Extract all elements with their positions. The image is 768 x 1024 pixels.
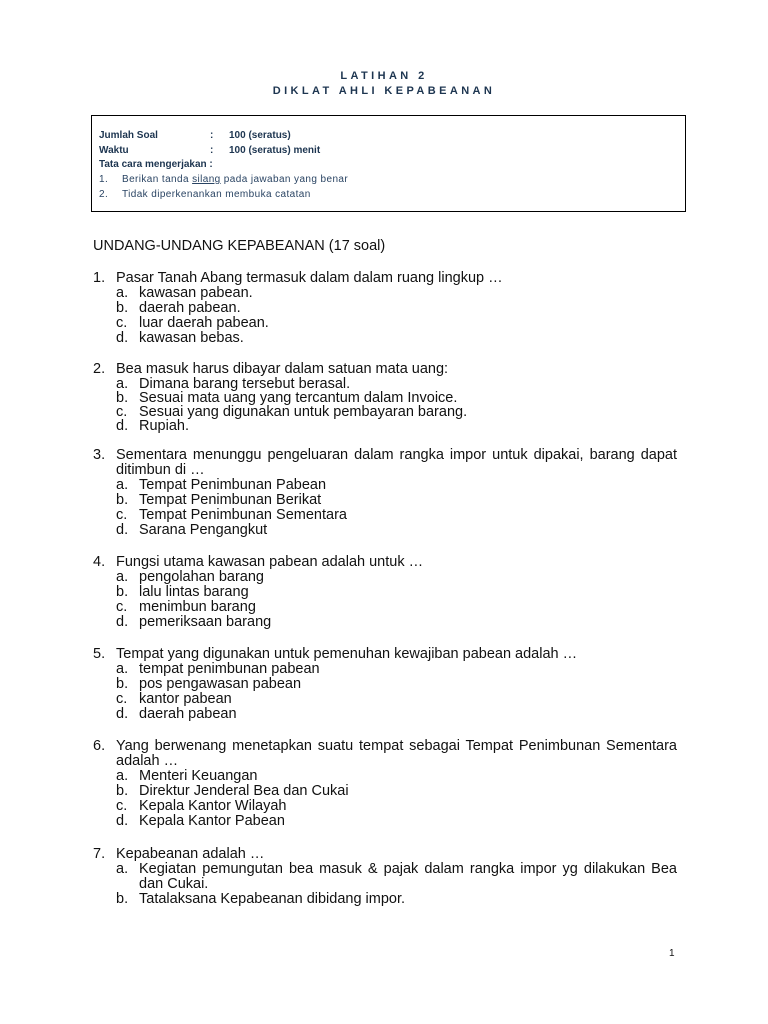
option-text: Sarana Pengangkut	[139, 522, 268, 538]
question-number: 7.	[93, 846, 106, 862]
option-text: Sesuai mata uang yang tercantum dalam Invoice.	[139, 390, 458, 406]
document-title: LATIHAN 2	[340, 70, 428, 82]
option-text: tempat penimbunan pabean	[139, 661, 320, 677]
answer-option[interactable]	[93, 662, 677, 677]
option-text: Kepala Kantor Wilayah	[139, 798, 287, 814]
info-label: Waktu	[99, 145, 129, 156]
answer-option[interactable]	[93, 523, 677, 538]
option-letter: a.	[116, 376, 129, 392]
option-text: Menteri Keuangan	[139, 768, 258, 784]
answer-option[interactable]	[93, 814, 677, 829]
answer-option[interactable]	[93, 615, 677, 630]
option-text: Tempat Penimbunan Sementara	[139, 507, 347, 523]
option-letter: d.	[116, 418, 129, 434]
answer-option[interactable]	[93, 769, 677, 784]
option-letter: a.	[116, 477, 129, 493]
answer-option[interactable]	[93, 799, 677, 814]
question-5	[93, 647, 677, 722]
page-number: 1	[669, 948, 675, 959]
option-letter: b.	[116, 390, 129, 406]
option-text: daerah pabean	[139, 706, 237, 722]
info-colon: :	[210, 145, 214, 156]
question-number: 2.	[93, 361, 106, 377]
instruction-item	[99, 189, 311, 200]
option-text: kawasan bebas.	[139, 330, 244, 346]
option-text: pengolahan barang	[139, 569, 264, 585]
question-4	[93, 555, 677, 630]
question-6	[93, 739, 677, 829]
instructions-heading: Tata cara mengerjakan :	[99, 159, 213, 170]
option-letter: d.	[116, 614, 129, 630]
option-text: pemeriksaan barang	[139, 614, 272, 630]
question-1	[93, 271, 677, 346]
question-stem	[93, 847, 677, 862]
answer-option[interactable]	[93, 600, 677, 615]
question-number: 1.	[93, 270, 106, 286]
option-text: pos pengawasan pabean	[139, 676, 302, 692]
question-number: 3.	[93, 447, 106, 463]
answer-option[interactable]	[93, 377, 677, 391]
question-number: 6.	[93, 738, 106, 754]
instruction-number: 2.	[99, 189, 109, 200]
answer-option[interactable]	[93, 419, 677, 433]
question-text: Kepabeanan adalah …	[116, 846, 265, 862]
question-text: Fungsi utama kawasan pabean adalah untuk …	[116, 554, 424, 570]
question-number: 4.	[93, 554, 106, 570]
answer-option[interactable]	[93, 286, 677, 301]
question-text: Bea masuk harus dibayar dalam satuan mata uang:	[116, 361, 449, 377]
option-text: Rupiah.	[139, 418, 189, 434]
option-text: Tempat Penimbunan Pabean	[139, 477, 327, 493]
option-letter: d.	[116, 706, 129, 722]
option-letter: c.	[116, 315, 128, 331]
option-letter: d.	[116, 813, 129, 829]
option-text: lalu lintas barang	[139, 584, 249, 600]
option-text: Tatalaksana Kepabeanan dibidang impor.	[139, 891, 406, 907]
question-stem	[93, 362, 677, 377]
option-text: daerah pabean.	[139, 300, 241, 316]
option-text: Tempat Penimbunan Berikat	[139, 492, 322, 508]
info-value: 100 (seratus)	[229, 130, 291, 141]
question-text: Pasar Tanah Abang termasuk dalam dalam ruang lingkup …	[116, 270, 503, 286]
question-stem	[93, 448, 677, 478]
question-7	[93, 847, 677, 907]
instruction-item	[99, 174, 348, 185]
question-text: Tempat yang digunakan untuk pemenuhan kewajiban pabean adalah …	[116, 646, 578, 662]
document-subtitle: DIKLAT AHLI KEPABEANAN	[272, 85, 496, 97]
question-number: 5.	[93, 646, 106, 662]
option-letter: b.	[116, 891, 129, 907]
option-text: kawasan pabean.	[139, 285, 253, 301]
answer-option[interactable]	[93, 862, 677, 892]
option-text: kantor pabean	[139, 691, 232, 707]
answer-option[interactable]	[93, 585, 677, 600]
instruction-text-post: pada jawaban yang benar	[220, 174, 349, 185]
question-stem	[93, 647, 677, 662]
option-letter: c.	[116, 798, 128, 814]
info-label: Jumlah Soal	[99, 130, 158, 141]
option-letter: a.	[116, 569, 129, 585]
answer-option[interactable]	[93, 784, 677, 799]
exam-info-box	[91, 115, 686, 212]
option-letter: b.	[116, 300, 129, 316]
question-text: Yang berwenang menetapkan suatu tempat sebagai Tempat Penimbunan Sementara adalah …	[116, 738, 677, 769]
section-heading: UNDANG-UNDANG KEPABEANAN (17 soal)	[93, 238, 386, 254]
answer-option[interactable]	[93, 316, 677, 331]
option-letter: a.	[116, 661, 129, 677]
answer-option[interactable]	[93, 707, 677, 722]
info-row-time	[99, 145, 320, 156]
instruction-text-pre: Berikan tanda	[122, 174, 193, 185]
option-letter: a.	[116, 285, 129, 301]
question-2	[93, 362, 677, 433]
instruction-number: 1.	[99, 174, 109, 185]
question-stem	[93, 271, 677, 286]
option-text: Direktur Jenderal Bea dan Cukai	[139, 783, 349, 799]
option-letter: a.	[116, 861, 129, 877]
option-text: Kepala Kantor Pabean	[139, 813, 285, 829]
answer-option[interactable]	[93, 331, 677, 346]
option-letter: a.	[116, 768, 129, 784]
answer-option[interactable]	[93, 391, 677, 405]
info-row-question-count	[99, 130, 291, 141]
answer-option[interactable]	[93, 508, 677, 523]
option-text: luar daerah pabean.	[139, 315, 269, 331]
instruction-text-underlined: silang	[192, 174, 221, 185]
answer-option[interactable]	[93, 493, 677, 508]
question-3	[93, 448, 677, 538]
info-colon: :	[210, 130, 214, 141]
option-text: Dimana barang tersebut berasal.	[139, 376, 351, 392]
answer-option[interactable]	[93, 892, 677, 907]
option-letter: b.	[116, 783, 129, 799]
answer-option[interactable]	[93, 405, 677, 419]
option-letter: b.	[116, 584, 129, 600]
option-letter: c.	[116, 404, 128, 420]
option-letter: c.	[116, 691, 128, 707]
option-letter: b.	[116, 492, 129, 508]
answer-option[interactable]	[93, 692, 677, 707]
instruction-text: Tidak diperkenankan membuka catatan	[122, 189, 311, 200]
option-letter: d.	[116, 330, 129, 346]
question-stem	[93, 739, 677, 769]
answer-option[interactable]	[93, 677, 677, 692]
option-letter: c.	[116, 599, 128, 615]
answer-option[interactable]	[93, 301, 677, 316]
option-text: Sesuai yang digunakan untuk pembayaran barang.	[139, 404, 468, 420]
option-text: menimbun barang	[139, 599, 256, 615]
option-text: Kegiatan pemungutan bea masuk & pajak dalam rangka impor yg dilakukan Bea dan Cukai.	[139, 861, 677, 892]
option-letter: c.	[116, 507, 128, 523]
answer-option[interactable]	[93, 570, 677, 585]
option-letter: d.	[116, 522, 129, 538]
question-stem	[93, 555, 677, 570]
question-text: Sementara menunggu pengeluaran dalam rangka impor untuk dipakai, barang dapat ditimbun di …	[116, 447, 677, 478]
answer-option[interactable]	[93, 478, 677, 493]
info-value: 100 (seratus) menit	[229, 145, 321, 156]
option-letter: b.	[116, 676, 129, 692]
